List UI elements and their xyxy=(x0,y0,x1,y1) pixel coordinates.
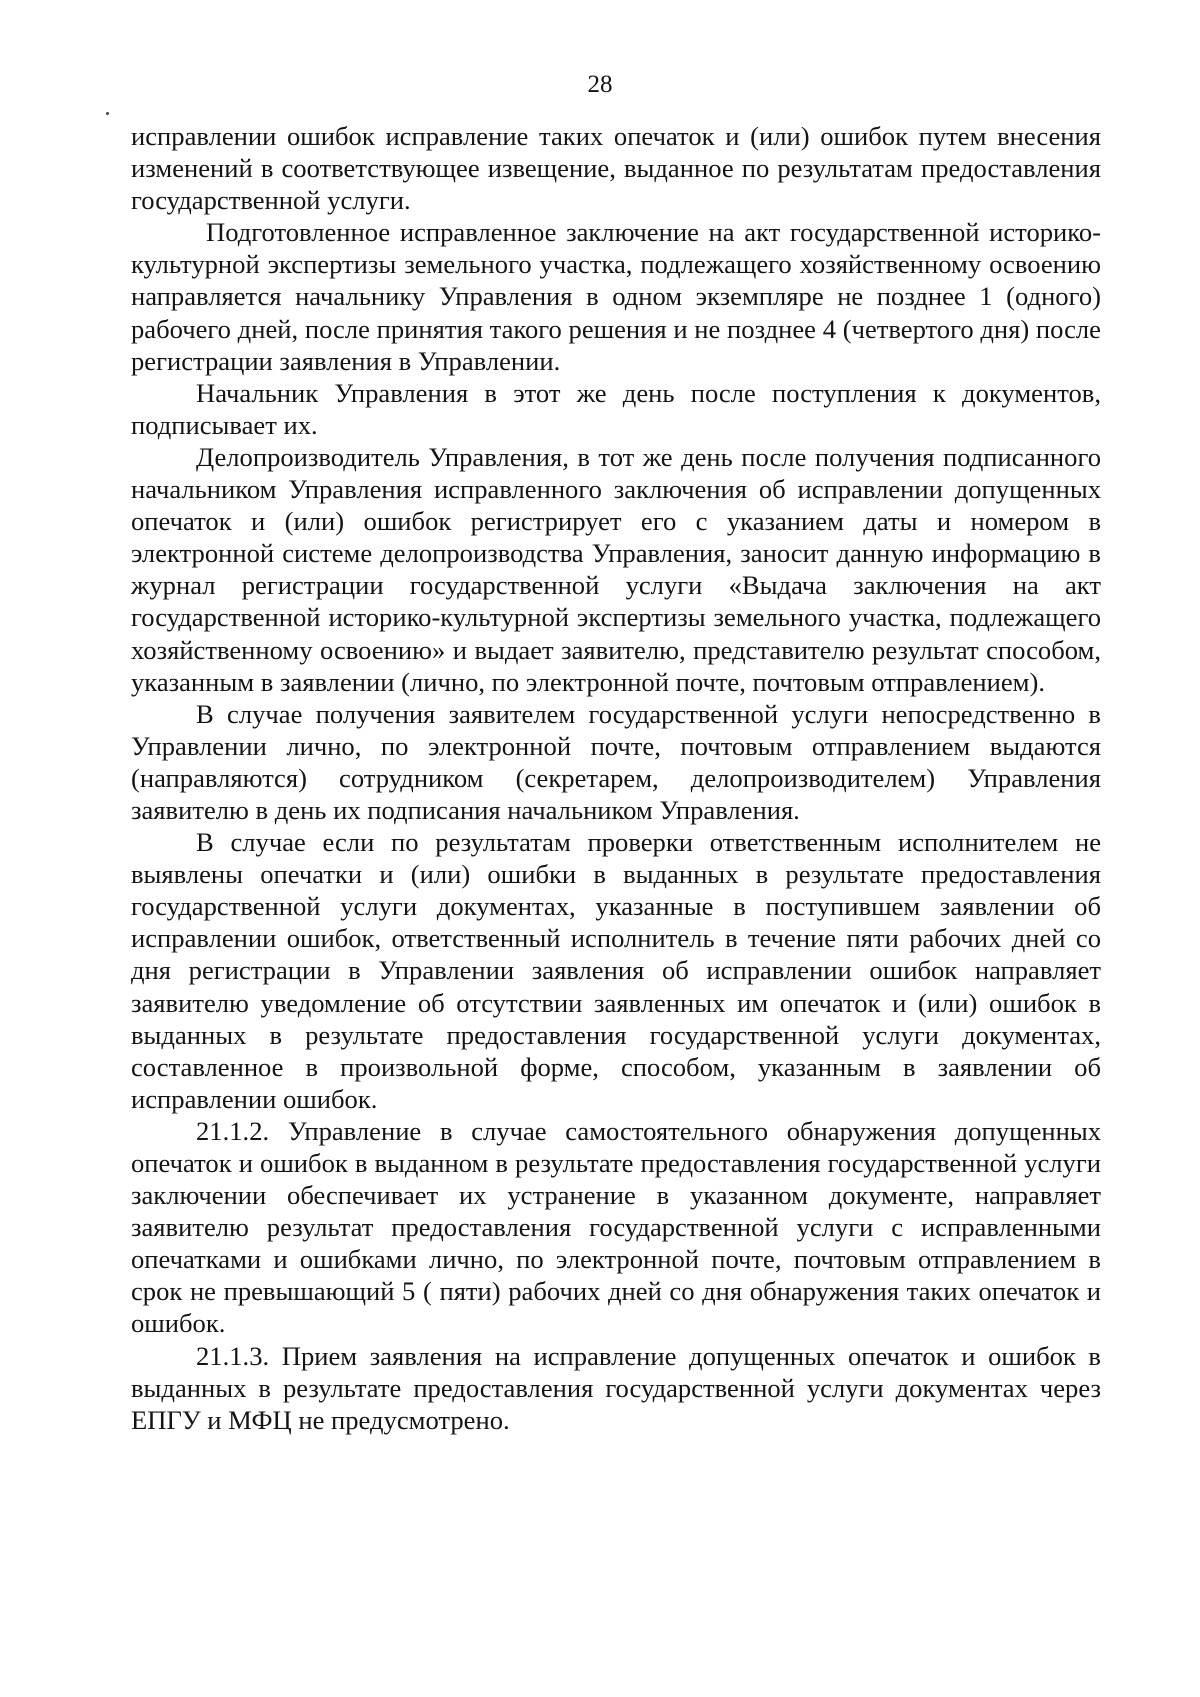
paragraph-21-1-2: 21.1.2. Управление в случае самостоятельного обнаружения допущенных опечаток и ошибок в выданном в результате предоставления государственной услуги заключении обеспечивает их устранение в указанном документе, направляет заявителю результат предоставления государственной услуги с исправленными опечатками и ошибками лично, по электронной почте, почтовым отправлением в срок не превышающий 5 ( пяти) рабочих дней со дня обнаружения таких опечаток и ошибок. xyxy=(131,1115,1101,1339)
document-body xyxy=(131,120,1101,1436)
page-number: 28 xyxy=(587,71,613,98)
paragraph-21-1-3: 21.1.3. Прием заявления на исправление допущенных опечаток и ошибок в выданных в результате предоставления государственной услуги документах через ЕПГУ и МФЦ не предусмотрено. xyxy=(131,1340,1101,1435)
paragraph-clerk-registers: Делопроизводитель Управления, в тот же день после получения подписанного начальником Управления исправленного заключения об исправлении допущенных опечаток и (или) ошибок регистрирует его с указанием даты и номером в электронной системе делопроизводства Управления, заносит данную информацию в журнал регистрации государственной услуги «Выдача заключения на акт государственной историко-культурной экспертизы земельного участка, подлежащего хозяйственному освоению» и выдает заявителю, представителю результат способом, указанным в заявлении (лично, по электронной почте, почтовым отправлением). xyxy=(131,441,1101,697)
paragraph-continuation: исправлении ошибок исправление таких опечаток и (или) ошибок путем внесения изменений в соответствующее извещение, выданное по результатам предоставления государственной услуги. xyxy=(131,121,1101,216)
paragraph-prepared-conclusion: Подготовленное исправленное заключение на акт государственной историко-культурной экспертизы земельного участка, подлежащего хозяйственному освоению направляется начальнику Управления в одном экземпляре не позднее 1 (одного) рабочего дней, после принятия такого решения и не позднее 4 (четвертого дня) после регистрации заявления в Управлении. xyxy=(131,217,1101,376)
paragraph-head-signs: Начальник Управления в этот же день после поступления к документов, подписывает их. xyxy=(131,377,1101,440)
paragraph-no-errors-found: В случае если по результатам проверки ответственным исполнителем не выявлены опечатки и (или) ошибки в выданных в результате предоставления государственной услуги документах, указанные в поступившем заявлении об исправлении ошибок, ответственный исполнитель в течение пяти рабочих дней со дня регистрации в Управлении заявления об исправлении ошибок направляет заявителю уведомление об отсутствии заявленных им опечаток и (или) ошибок в выданных в результате предоставления государственной услуги документах, составленное в произвольной форме, способом, указанным в заявлении об исправлении ошибок. xyxy=(131,827,1101,1114)
scan-speck xyxy=(106,112,109,115)
paragraph-receipt-in-person: В случае получения заявителем государственной услуги непосредственно в Управлении лично, по электронной почте, почтовым отправлением выдаются (направляются) сотрудником (секретарем, делопроизводителем) Управления заявителю в день их подписания начальником Управления. xyxy=(131,698,1101,825)
